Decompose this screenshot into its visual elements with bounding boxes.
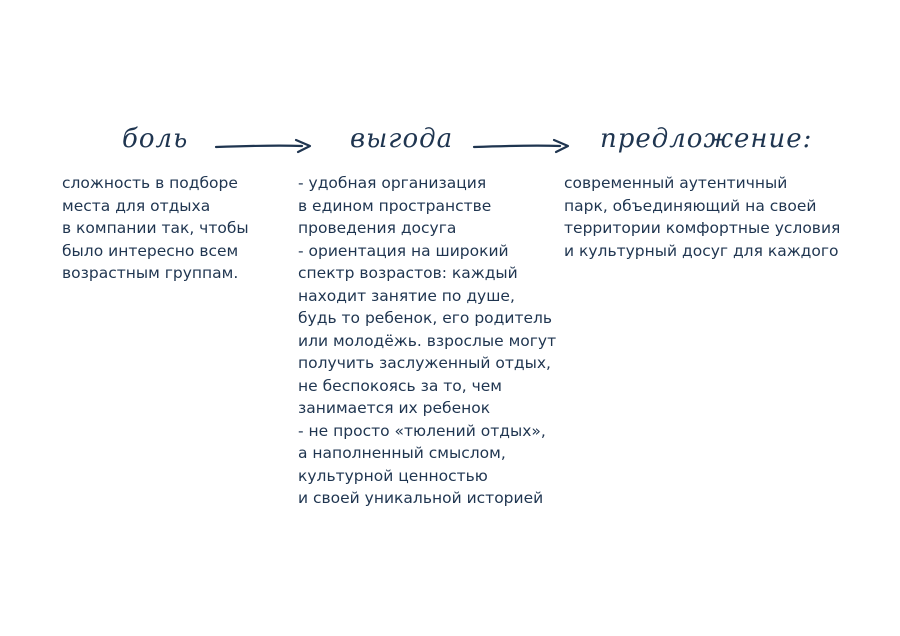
- pain-text: сложность в подборе места для отдыха в компании так, чтобы было интересно всем возрастным группам.: [62, 174, 249, 282]
- heading-benefit: выгода: [350, 124, 454, 154]
- benefit-text: - удобная организация в едином пространстве проведения досуга - ориентация на широкий спектр возрастов: каждый находит занятие по душе, будь то ребенок, его родитель или молодёжь. взрослые могут получить заслуженный отдых, не беспокоясь за то, чем занимается их ребенок - не просто «тюлений отдых», а наполненный смыслом, культурной ценностью и своей уникальной историей: [298, 174, 557, 507]
- offer-text: современный аутентичный парк, объединяющий на своей территории комфортные условия и культурный досуг для каждого: [564, 174, 841, 260]
- arrow-right-icon: [472, 138, 572, 154]
- heading-offer: предложение:: [600, 124, 813, 154]
- heading-pain: боль: [122, 124, 189, 154]
- arrow-right-icon: [214, 138, 314, 154]
